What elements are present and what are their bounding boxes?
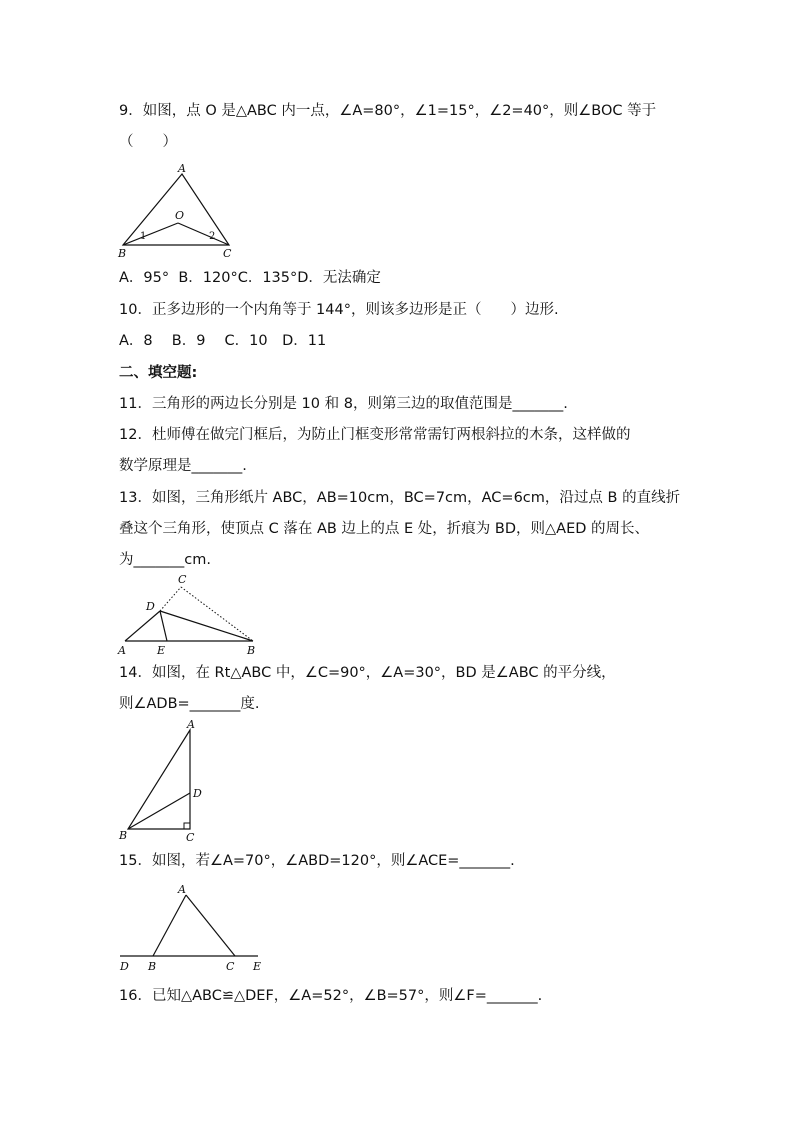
q15-label-a: A	[178, 883, 186, 896]
q13-label-d: D	[146, 600, 155, 613]
q14-label-d: D	[193, 787, 202, 800]
q13-dotted-dc	[160, 587, 181, 611]
q14-triangle-abc	[128, 730, 190, 829]
q13-segment-ad	[125, 611, 160, 641]
q14-label-c: C	[186, 831, 195, 844]
q13-label-a: A	[118, 644, 126, 657]
q15-figure	[115, 880, 275, 975]
q15-label-e: E	[253, 960, 262, 973]
q10-options: A．8 B．9 C．10 D．11	[119, 333, 327, 349]
q12-text-line2: 数学原理是_______.	[119, 458, 247, 474]
q9-label-o: O	[175, 209, 185, 222]
q9-label-angle1: 1	[140, 231, 147, 242]
q14-segment-bd	[128, 793, 190, 829]
q15-segment-ac	[186, 895, 235, 956]
q14-label-b: B	[119, 829, 128, 842]
q9-label-b: B	[118, 247, 127, 260]
q13-label-e: E	[157, 644, 166, 657]
q14-figure	[115, 718, 225, 844]
q10-text: 10．正多边形的一个内角等于 144°，则该多边形是正（ ）边形.	[119, 302, 559, 318]
q14-right-angle-mark	[184, 823, 190, 829]
q15-segment-ab	[153, 895, 186, 956]
q13-segment-de	[160, 611, 167, 641]
q9-label-angle2: 2	[209, 231, 216, 242]
q13-label-c: C	[178, 573, 187, 586]
q12-text-line1: 12．杜师傅在做完门框后，为防止门框变形常常需钉两根斜拉的木条，这样做的	[119, 427, 631, 443]
q14-label-a: A	[187, 718, 195, 731]
q13-segment-bd	[160, 611, 253, 641]
q13-dotted-cb	[181, 587, 253, 641]
q9-text-line1: 9．如图，点 O 是△ABC 内一点，∠A=80°，∠1=15°，∠2=40°，则∠BOC 等于	[119, 103, 657, 119]
q9-segment-ob	[123, 223, 178, 245]
q15-label-d: D	[120, 960, 129, 973]
q13-figure	[115, 570, 265, 658]
q15-label-c: C	[226, 960, 235, 973]
q13-text-line3: 为_______cm.	[119, 552, 211, 568]
q9-options: A．95° B．120°C．135°D．无法确定	[119, 270, 381, 286]
q9-label-c: C	[223, 247, 232, 260]
q15-label-b: B	[148, 960, 157, 973]
q15-text: 15．如图，若∠A=70°，∠ABD=120°，则∠ACE=_______.	[119, 853, 515, 869]
q13-text-line2: 叠这个三角形，使顶点 C 落在 AB 边上的点 E 处，折痕为 BD，则△AED 的周长、	[119, 521, 650, 537]
q14-text-line2: 则∠ADB=_______度.	[119, 696, 260, 712]
q9-label-a: A	[178, 162, 186, 175]
q9-figure	[115, 160, 245, 264]
q13-label-b: B	[247, 644, 256, 657]
q9-text-line2: （ ）	[119, 134, 177, 150]
q11-text: 11．三角形的两边长分别是 10 和 8，则第三边的取值范围是_______.	[119, 396, 568, 412]
q16-text: 16．已知△ABC≌△DEF，∠A=52°，∠B=57°，则∠F=_______.	[119, 988, 543, 1004]
q14-text-line1: 14．如图，在 Rt△ABC 中，∠C=90°，∠A=30°，BD 是∠ABC 的平分线，	[119, 665, 616, 681]
q13-text-line1: 13．如图，三角形纸片 ABC，AB=10cm，BC=7cm，AC=6cm，沿过点 B 的直线折	[119, 490, 681, 506]
section-fill-in-heading: 二、填空题:	[119, 365, 198, 381]
